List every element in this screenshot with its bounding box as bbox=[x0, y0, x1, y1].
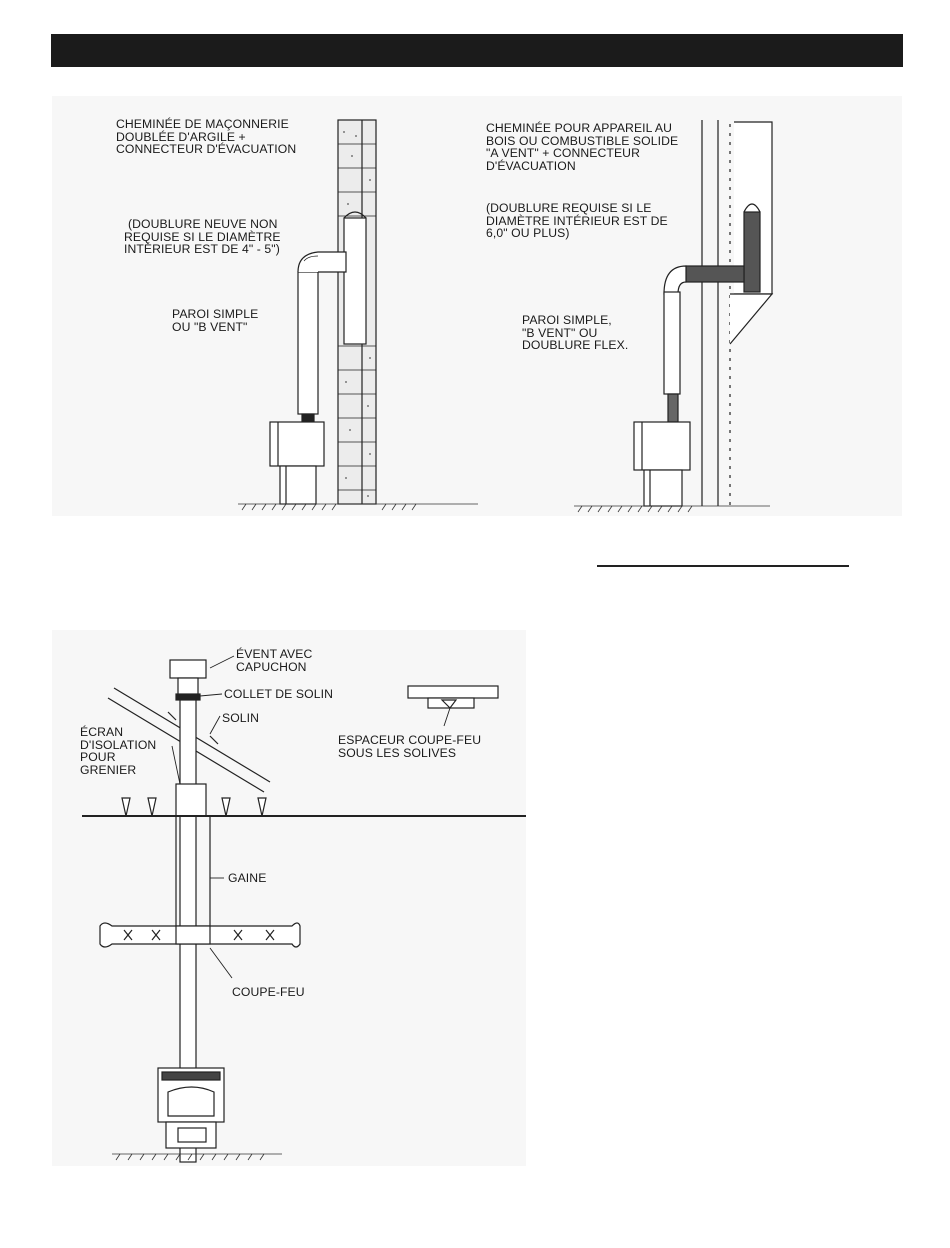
storm-collar-label: COLLET DE SOLIN bbox=[224, 687, 333, 701]
masonry-chimney-title: CHEMINÉE DE MAÇONNERIE DOUBLÉE D'ARGILE + CONNECTEUR D'ÉVACUATION bbox=[116, 117, 297, 157]
solid-fuel-chimney-title: CHEMINÉE POUR APPAREIL AU BOIS OU COMBUSTIBLE SOLIDE "A VENT" + CONNECTEUR D'ÉVACUATION bbox=[486, 121, 679, 173]
underline-rule bbox=[597, 565, 849, 567]
flashing-label: SOLIN bbox=[222, 711, 260, 725]
vent-cap-label: ÉVENT AVEC CAPUCHON bbox=[236, 647, 313, 674]
masonry-liner-note: (DOUBLURE NEUVE NON REQUISE SI LE DIAMÈTRE INTÉRIEUR EST DE 4" - 5") bbox=[124, 217, 281, 257]
firestop-label: COUPE-FEU bbox=[232, 985, 305, 999]
masonry-chimney-drawing bbox=[52, 96, 478, 516]
firestop-spacer-label: ESPACEUR COUPE-FEU SOUS LES SOLIVES bbox=[338, 733, 482, 760]
section-header-bar bbox=[51, 34, 903, 67]
chase-label: GAINE bbox=[228, 871, 267, 885]
b-vent-installation-figure bbox=[52, 630, 526, 1166]
attic-shield-label: ÉCRAN D'ISOLATION POUR GRENIER bbox=[80, 725, 157, 777]
solid-fuel-pipe-label: PAROI SIMPLE, "B VENT" OU DOUBLURE FLEX. bbox=[522, 313, 629, 353]
b-vent-installation-drawing bbox=[52, 630, 526, 1166]
masonry-chimney-figure bbox=[52, 96, 478, 516]
solid-fuel-liner-note: (DOUBLURE REQUISE SI LE DIAMÈTRE INTÉRIEUR EST DE 6,0" OU PLUS) bbox=[486, 201, 668, 241]
masonry-pipe-label: PAROI SIMPLE OU "B VENT" bbox=[172, 307, 259, 334]
solid-fuel-chimney-figure bbox=[478, 96, 902, 516]
